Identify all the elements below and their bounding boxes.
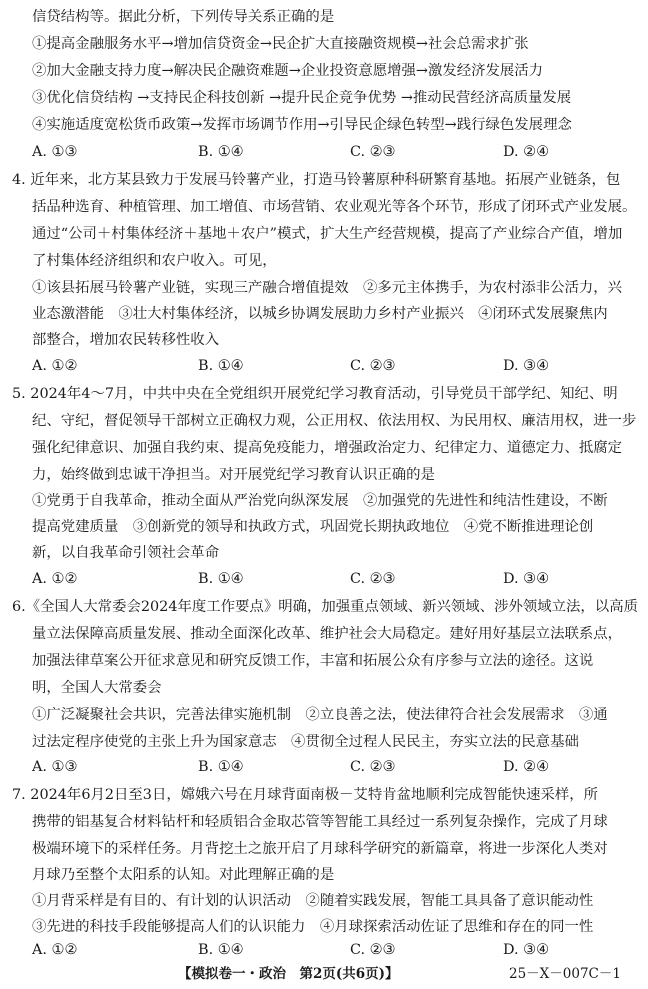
footer-code: 25－X－007C－1 (509, 966, 621, 982)
q4-item-line-3: 部整合，增加农民转移性收入 (32, 332, 220, 348)
option-c: C. ②③ (350, 942, 396, 958)
q6-options (0, 758, 648, 776)
q3-options (0, 143, 648, 161)
option-a: A. ①③ (32, 759, 78, 775)
q6-item-line-1: ①广泛凝聚社会共识，完善法律实施机制 ②立良善之法，使法律符合社会发展需求 ③通 (32, 707, 608, 723)
q4-options (0, 357, 648, 375)
q6-stem-line-3: 加强法律草案公开征求意见和研究反馈工作，丰富和拓展公众有序参与立法的途径。这说 (32, 653, 594, 669)
option-a: A. ①② (32, 942, 78, 958)
option-d: D. ③④ (503, 571, 549, 587)
q4-stem-line-4: 了村集体经济组织和农户收入。可见， (32, 253, 277, 269)
q7-stem-line-2: 携带的铝基复合材料钻杆和轻质铝合金取芯管等智能工具经过一系列复杂操作，完成了月球 (32, 814, 608, 830)
q6-item-line-2: 过法定程序使党的主张上升为国家意志 ④贯彻全过程人民民主，夯实立法的民意基础 (32, 734, 579, 750)
q6-stem-line-4: 明，全国人大常委会 (32, 680, 162, 696)
q3-item-4: ④实施适度宽松货币政策→发挥市场调节作用→引导民企绿色转型→践行绿色发展理念 (32, 117, 572, 133)
q6-stem-line-1: 6.《全国人大常委会2024年度工作要点》明确，加强重点领域、新兴领域、涉外领域立法，以高质 (12, 599, 638, 615)
option-b: B. ①④ (198, 358, 244, 374)
q4-item-line-1: ①该县拓展马铃薯产业链，实现三产融合增值提效 ②多元主体携手，为农村添非公活力，兴 (32, 280, 623, 296)
option-d: D. ③④ (503, 358, 549, 374)
option-b: B. ①④ (198, 942, 244, 958)
option-a: A. ①② (32, 358, 78, 374)
q7-options (0, 941, 648, 959)
option-c: C. ②③ (350, 571, 396, 587)
q5-stem-line-2: 纪、守纪，督促领导干部树立正确权力观，公正用权、依法用权、为民用权、廉洁用权，进一步 (32, 413, 637, 429)
q3-item-3: ③优化信贷结构 →支持民企科技创新 →提升民企竞争优势 →推动民营经济高质量发展 (32, 90, 572, 106)
option-b: B. ①④ (198, 759, 244, 775)
q7-item-line-1: ①月背采样是有目的、有计划的认识活动 ②随着实践发展，智能工具具备了意识能动性 (32, 893, 594, 909)
q7-stem-line-4: 月球乃至整个太阳系的认知。对此理解正确的是 (32, 867, 335, 883)
option-a: A. ①③ (32, 144, 78, 160)
page-footer (0, 962, 648, 980)
option-b: B. ①④ (198, 571, 244, 587)
option-d: D. ②④ (503, 144, 549, 160)
q3-item-2: ②加大金融支持力度→解决民企融资难题→企业投资意愿增强→激发经济发展活力 (32, 63, 544, 79)
option-b: B. ①④ (198, 144, 244, 160)
option-c: C. ②③ (350, 759, 396, 775)
q4-stem-line-2: 括品种选育、种植管理、加工增值、市场营销、农业观光等各个环节，形成了闭环式产业发展。 (32, 199, 637, 215)
q5-item-line-1: ①党勇于自我革命，推动全面从严治党向纵深发展 ②加强党的先进性和纯洁性建设，不断 (32, 493, 608, 509)
q6-stem-line-2: 量立法保障高质量发展、推动全面深化改革、维护社会大局稳定。建好用好基层立法联系点， (32, 626, 623, 642)
q3-stem-tail: 信贷结构等。据此分析，下列传导关系正确的是 (32, 9, 335, 25)
q3-item-1: ①提高金融服务水平→增加信贷资金→民企扩大直接融资规模→社会总需求扩张 (32, 36, 529, 52)
q5-item-line-3: 新，以自我革命引领社会革命 (32, 545, 220, 561)
q7-item-line-2: ③先进的科技手段能够提高人们的认识能力 ④月球探索活动佐证了思维和存在的同一性 (32, 919, 594, 935)
q7-stem-line-3: 极端环境下的采样任务。月背挖土之旅开启了月球科学研究的新篇章，将进一步深化人类对 (32, 841, 608, 857)
q5-item-line-2: 提高党建质量 ③创新党的领导和执政方式，巩固党长期执政地位 ④党不断推进理论创 (32, 519, 594, 535)
q5-stem-line-3: 强化纪律意识、加强自我约束、提高免疫能力，增强政治定力、纪律定力、道德定力、抵腐定 (32, 440, 623, 456)
q7-stem-line-1: 7. 2024年6月2日至3日，嫦娥六号在月球背面南极－艾特肯盆地顺利完成智能快速采样，所 (12, 787, 599, 803)
option-a: A. ①② (32, 571, 78, 587)
footer-title: 【模拟卷一・政治 第2页(共6页)】 (178, 966, 399, 982)
q4-stem-line-1: 4. 近年来，北方某县致力于发展马铃薯产业，打造马铃薯原种科研繁育基地。拓展产业链条，包 (12, 172, 621, 188)
option-c: C. ②③ (350, 358, 396, 374)
q4-item-line-2: 业态激潜能 ③壮大村集体经济，以城乡协调发展助力乡村产业振兴 ④闭环式发展聚焦内 (32, 306, 608, 322)
q5-stem-line-1: 5. 2024年4～7月，中共中央在全党组织开展党纪学习教育活动，引导党员干部学纪、知纪、明 (12, 386, 618, 402)
q5-options (0, 570, 648, 588)
option-d: D. ③④ (503, 942, 549, 958)
option-d: D. ②④ (503, 759, 549, 775)
option-c: C. ②③ (350, 144, 396, 160)
q5-stem-line-4: 力，始终做到忠诚干净担当。对开展党纪学习教育认识正确的是 (32, 467, 435, 483)
q4-stem-line-3: 通过“公司＋村集体经济＋基地＋农户”模式，扩大生产经营规模，提高了产业综合产值，增加 (32, 226, 623, 242)
